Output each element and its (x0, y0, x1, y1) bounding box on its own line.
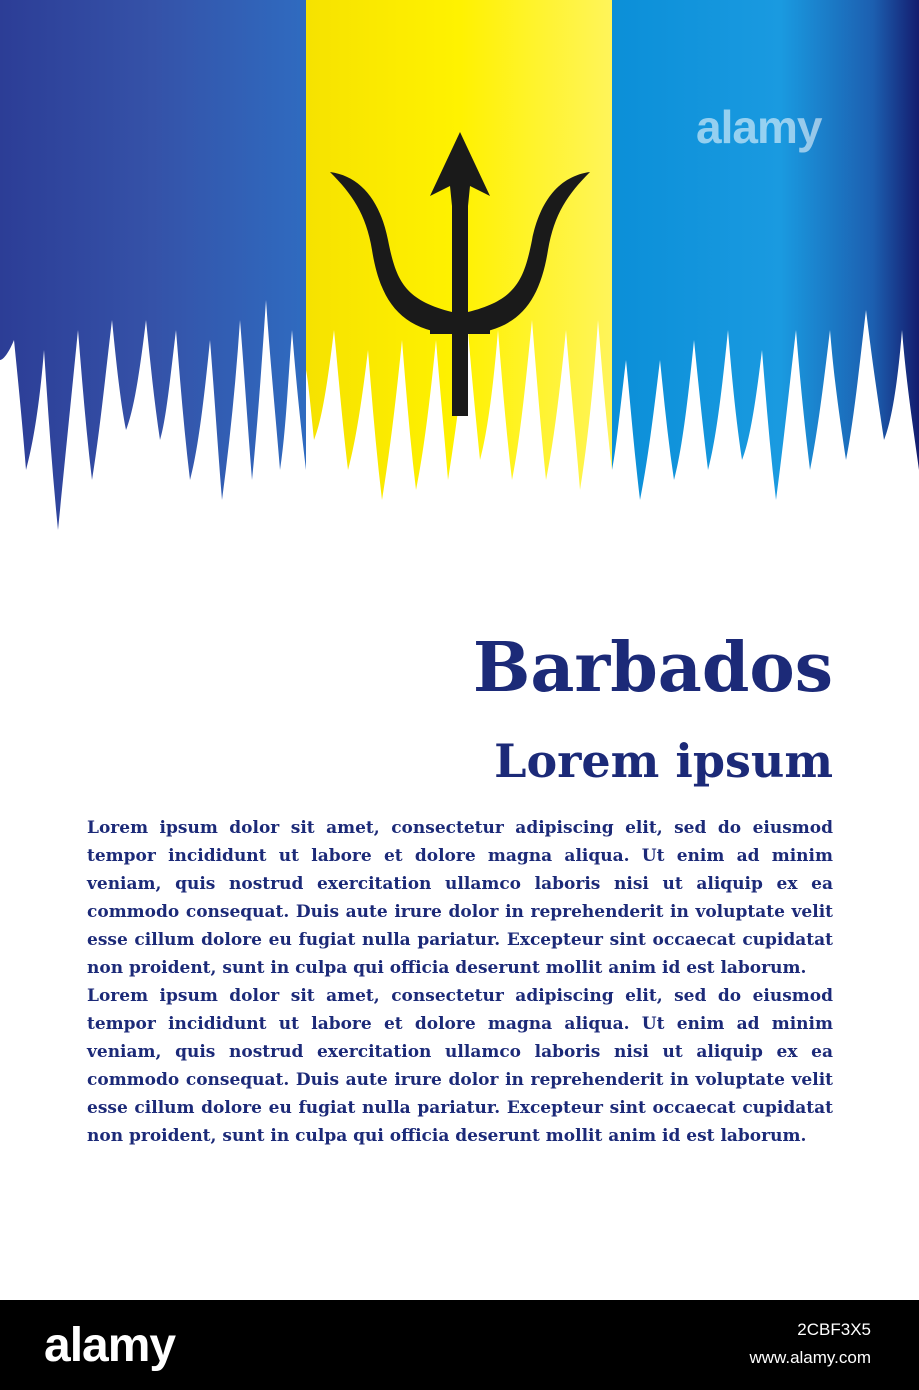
paragraph: Lorem ipsum dolor sit amet, consectetur adipiscing elit, sed do eiusmod tempor incididunt ut labore et dolore magna aliqua. Ut enim ad minim veniam, quis nostrud exercitation ullamco laboris nisi ut aliquip ex ea commodo consequat. Duis aute irure dolor in reprehenderit in voluptate velit esse cillum dolore eu fugiat nulla pariatur. Excepteur sint occaecat cupidatat non proident, sunt in culpa qui officia deserunt mollit anim id est laborum. (87, 818, 833, 978)
footer-url[interactable]: www.alamy.com (749, 1348, 871, 1367)
flag-band-left (0, 0, 306, 530)
flag-band-right (612, 0, 919, 500)
barbados-flag-illustration (0, 0, 919, 560)
body-text (87, 814, 833, 1150)
watermark: alamy (696, 101, 822, 153)
image-id: 2CBF3X5 (797, 1320, 871, 1339)
footer-logo: alamy (44, 1319, 176, 1372)
page-subtitle: Lorem ipsum (494, 734, 833, 788)
paragraph: Lorem ipsum dolor sit amet, consectetur adipiscing elit, sed do eiusmod tempor incididunt ut labore et dolore magna aliqua. Ut enim ad minim veniam, quis nostrud exercitation ullamco laboris nisi ut aliquip ex ea commodo consequat. Duis aute irure dolor in reprehenderit in voluptate velit esse cillum dolore eu fugiat nulla pariatur. Excepteur sint occaecat cupidatat non proident, sunt in culpa qui officia deserunt mollit anim id est laborum. (87, 986, 833, 1146)
footer-bar (0, 1300, 919, 1390)
page-title: Barbados (472, 628, 833, 708)
